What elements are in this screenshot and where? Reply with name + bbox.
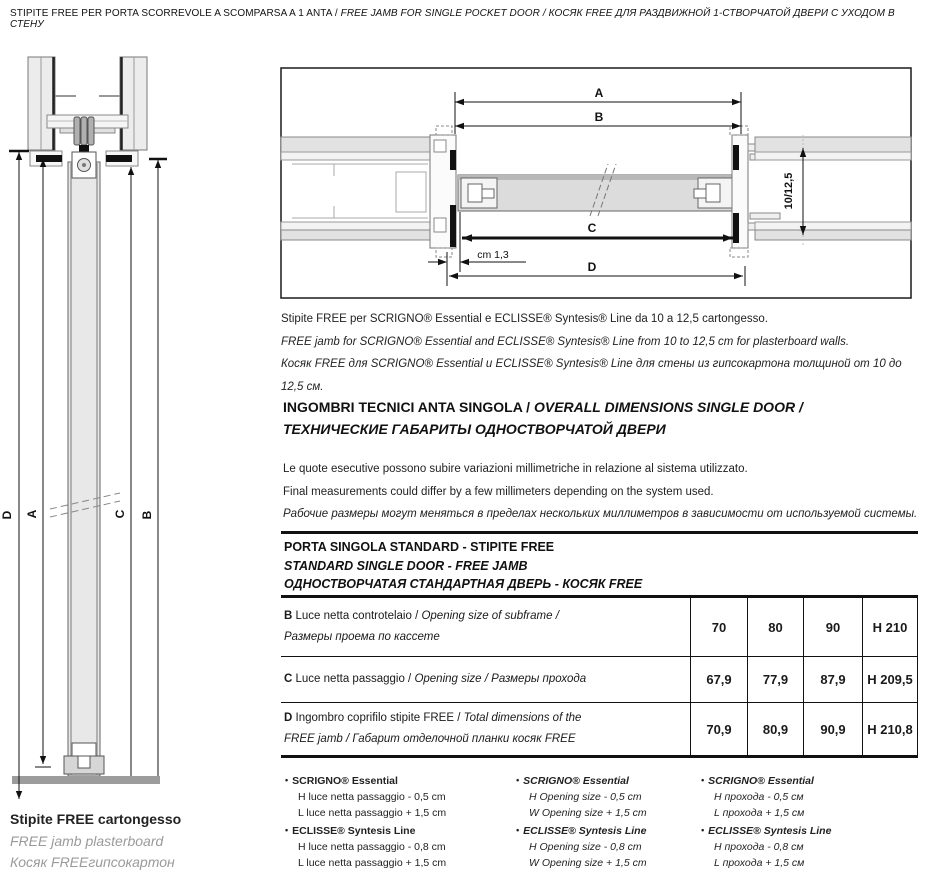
pocket-jamb — [430, 126, 456, 257]
footnote-column-ru: • SCRIGNO® Essential H прохода - 0,5 см L прохода + 1,5 см • ECLISSE® Syntesis Line H прохода - 0,8 см L прохода + 1,5 см — [701, 772, 916, 871]
dim-label-b: B — [140, 510, 154, 520]
footnote-column-it: • SCRIGNO® Essential H luce netta passaggio - 0,5 cm L luce netta passaggio + 1,5 cm • ECLISSE® Syntesis Line H luce netta passaggio - 0,8 cm L luce netta passaggio + 1,5 cm — [285, 772, 500, 871]
section-title-ru: ТЕХНИЧЕСКИЕ ГАБАРИТЫ ОДНОСТВОРЧАТОЙ ДВЕРИ — [283, 421, 666, 437]
bullet-icon: • — [285, 775, 289, 785]
brand-name: ECLISSE® Syntesis Line — [708, 824, 832, 837]
bullet-icon: • — [701, 775, 705, 785]
note-it: Le quote esecutive possono subire variazioni millimetriche in relazione al sistema utilizzato. — [283, 463, 748, 475]
page-header — [10, 8, 925, 30]
cell-value: 70,9 — [690, 703, 747, 755]
note-ru: Рабочие размеры могут меняться в пределах нескольких миллиметров в зависимости от используемой системы. — [283, 508, 918, 520]
note-en: Final measurements could differ by a few millimeters depending on the system used. — [283, 485, 714, 498]
pocket-wall — [281, 137, 430, 240]
table-row — [281, 656, 918, 702]
door-slab — [458, 164, 734, 216]
brand-name: SCRIGNO® Essential — [523, 775, 629, 787]
cell-value: H 210 — [862, 598, 918, 656]
table-title — [281, 531, 918, 598]
horizontal-section-drawing — [278, 60, 918, 305]
section-heading — [283, 396, 928, 440]
dim-label-d: D — [0, 510, 14, 520]
dim-label-b: B — [594, 110, 604, 124]
brand-name: ECLISSE® Syntesis Line — [292, 824, 416, 837]
bullet-icon: • — [516, 824, 520, 835]
section-title-en: OVERALL DIMENSIONS SINGLE DOOR / — [533, 399, 803, 415]
cell-value: 87,9 — [803, 657, 862, 702]
bullet-icon: • — [516, 775, 520, 785]
cell-value: 80,9 — [747, 703, 803, 755]
tolerance-notes — [283, 458, 928, 526]
brand-name: SCRIGNO® Essential — [292, 775, 398, 787]
left-drawing-caption: Stipite FREE cartongesso FREE jamb plasterboard Косяк FREEгипсокартон — [10, 809, 270, 873]
table-title-en: STANDARD SINGLE DOOR - FREE JAMB — [284, 558, 528, 573]
floor — [12, 776, 160, 784]
drawing-caption — [281, 308, 926, 398]
cell-value: 77,9 — [747, 657, 803, 702]
table-title-ru: ОДНОСТВОРЧАТАЯ СТАНДАРТНАЯ ДВЕРЬ - КОСЯК FREE — [284, 577, 643, 591]
row-label: C Luce netta passaggio / Opening size / Размеры прохода — [284, 673, 587, 685]
caption-it: Stipite FREE per SCRIGNO® Essential e ECLISSE® Syntesis® Line da 10 a 12,5 cartongesso. — [281, 313, 768, 325]
cell-value: 90 — [803, 598, 862, 656]
footnote-column-en: • SCRIGNO® Essential H Opening size - 0,5 cm W Opening size + 1,5 cm • ECLISSE® Syntesis Line H Opening size - 0,8 cm W Opening size + 1,5 cm — [516, 772, 731, 871]
brand-name: SCRIGNO® Essential — [708, 775, 814, 787]
dimension-table — [281, 598, 918, 758]
caption-ru: Косяк FREE для SCRIGNO® Essential и ECLISSE® Syntesis® Line для стены из гипсокартона толщиной от 10 до 12,5 см. — [281, 358, 902, 393]
vertical-section-drawing — [0, 55, 190, 810]
table-row — [281, 702, 918, 755]
dim-label-c: C — [113, 509, 127, 519]
cell-value: 80 — [747, 598, 803, 656]
section-title-it: INGOMBRI TECNICI ANTA SINGOLA / — [283, 399, 534, 415]
page-header-it: STIPITE FREE PER PORTA SCORREVOLE A SCOMPARSA A 1 ANTA / — [10, 8, 341, 19]
dim-label-a: A — [594, 86, 604, 100]
left-caption-en: FREE jamb plasterboard — [10, 832, 164, 849]
cell-value: 67,9 — [690, 657, 747, 702]
table-row — [281, 598, 918, 656]
dim-label-wall-thickness: 10/12,5 — [783, 172, 795, 210]
bullet-icon: • — [701, 824, 705, 835]
left-caption-ru: Косяк FREEгипсокартон — [10, 854, 175, 870]
dim-label-cm13: cm 1,3 — [477, 249, 509, 261]
caption-en: FREE jamb for SCRIGNO® Essential and ECLISSE® Syntesis® Line from 10 to 12,5 cm for plasterboard walls. — [281, 335, 850, 348]
door-panel — [50, 152, 120, 776]
row-label: B Luce netta controtelaio / Opening size of subframe / Размеры проема по кассете — [284, 610, 559, 643]
dim-label-a: A — [25, 509, 39, 519]
dim-label-d: D — [587, 260, 597, 274]
dim-label-c: C — [587, 221, 597, 235]
bullet-icon: • — [285, 824, 289, 835]
cell-value: H 209,5 — [862, 657, 918, 702]
right-wall — [755, 137, 911, 240]
page-header-en-ru: FREE JAMB FOR SINGLE POCKET DOOR / КОСЯК FREE ДЛЯ РАЗДВИЖНОЙ 1-СТВОРЧАТОЙ ДВЕРИ С УХОДОМ В СТЕНУ — [10, 8, 895, 30]
cell-value: 90,9 — [803, 703, 862, 755]
row-label: D Ingombro coprifilo stipite FREE / Total dimensions of the FREE jamb / Габарит отделочной планки косяк FREE — [284, 712, 582, 745]
cell-value: 70 — [690, 598, 747, 656]
table-title-it: PORTA SINGOLA STANDARD - STIPITE FREE — [284, 540, 555, 554]
brand-name: ECLISSE® Syntesis Line — [523, 824, 647, 837]
brand-free: FREE — [56, 811, 95, 827]
cell-value: H 210,8 — [862, 703, 918, 755]
